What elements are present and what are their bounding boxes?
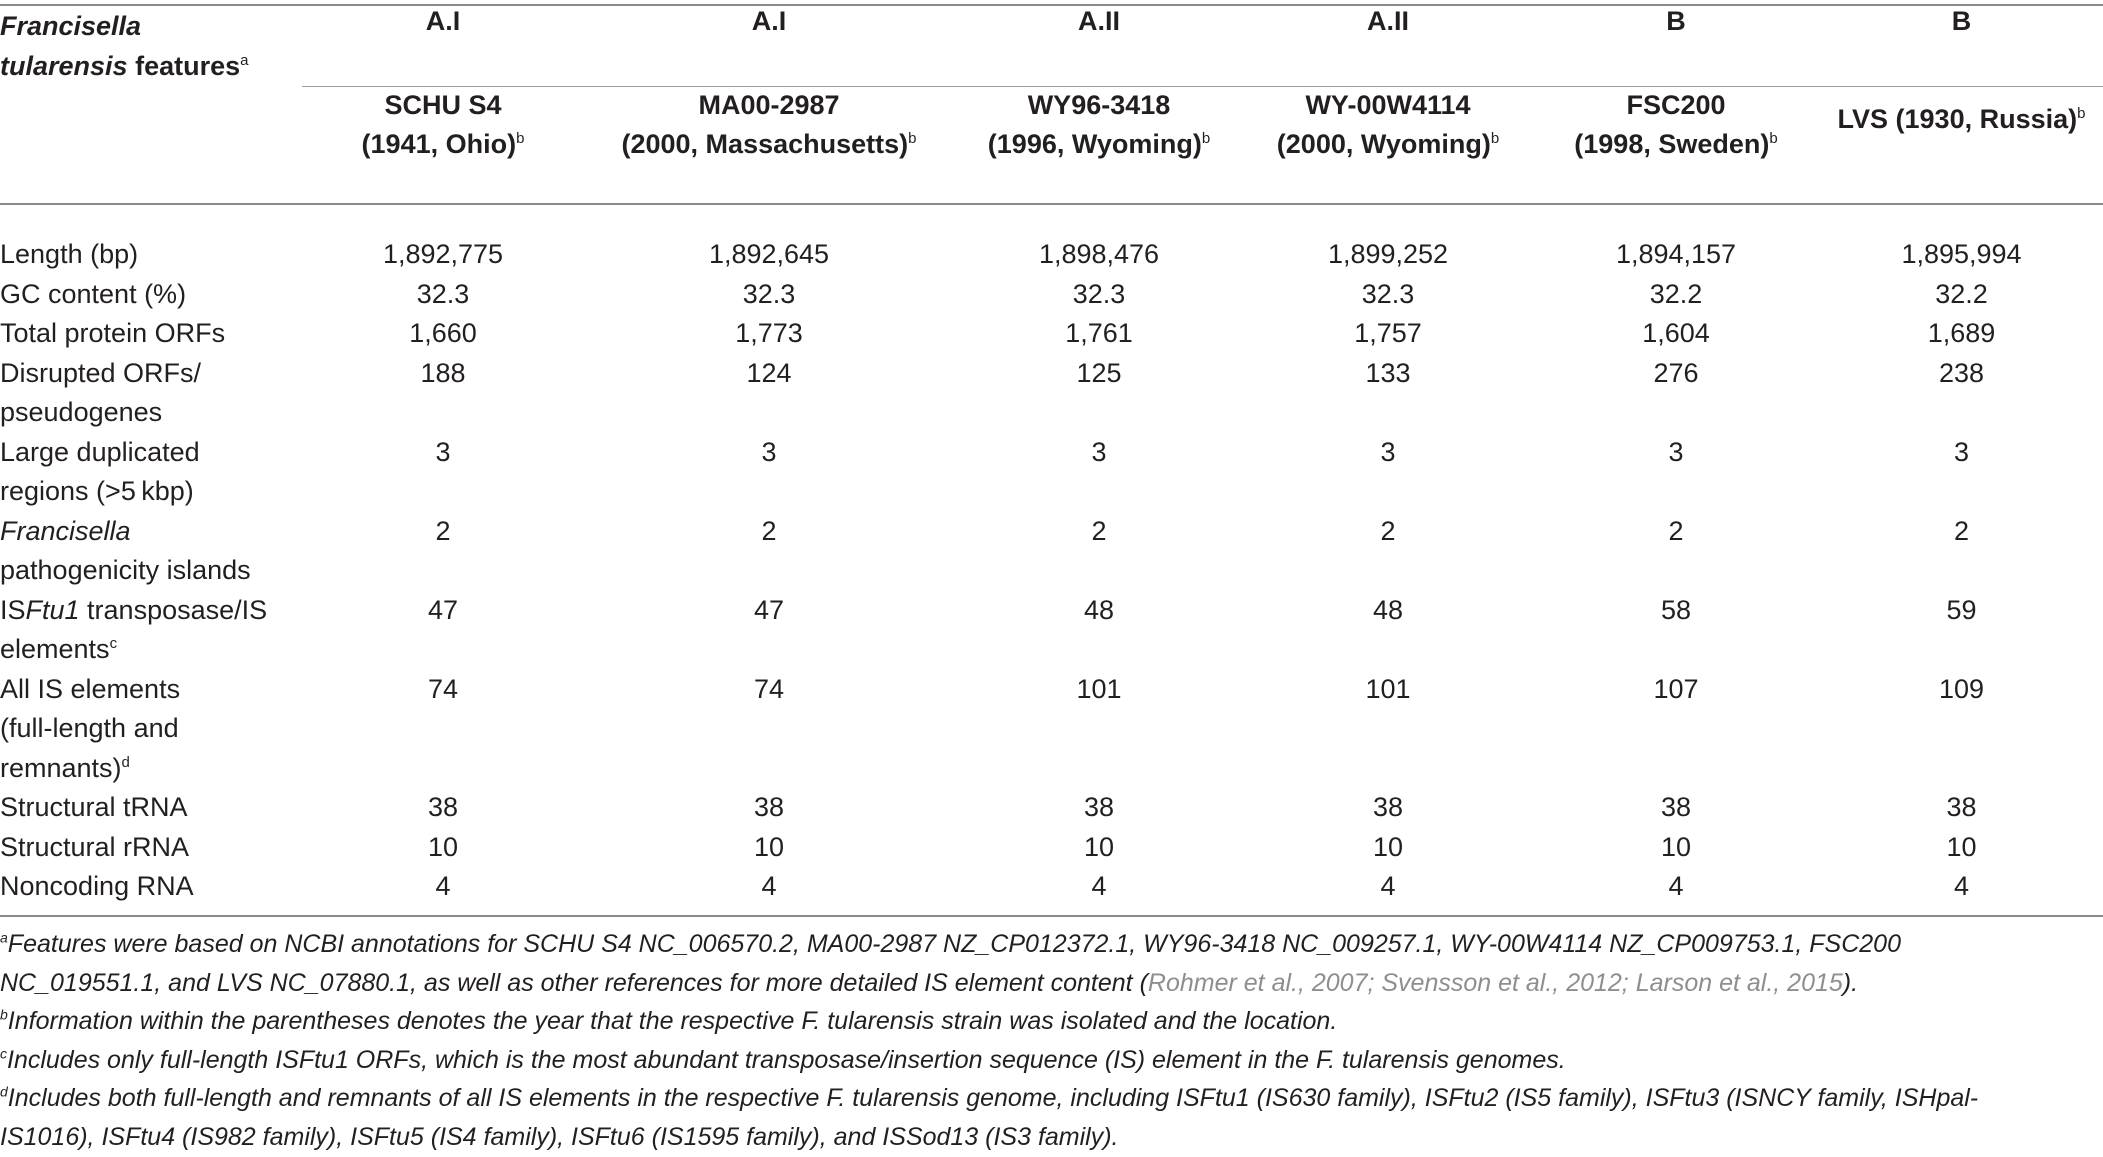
table-cell: 2 [1668, 515, 1684, 546]
strain-header: WY-00W4114 (2000, Wyoming)$^b$ [1276, 90, 1500, 159]
table-cell: 38 [1660, 792, 1692, 822]
table-cell: 1,761 [1065, 318, 1133, 348]
row-label: GC content (%) [0, 278, 187, 309]
table-row [0, 275, 2103, 315]
table-cell: 1,892,775 [382, 239, 504, 269]
feature-column-header: Francisella tularensis features$^a$ [0, 11, 249, 81]
table-cell: 4 [1953, 871, 1970, 901]
clade-header: A.II [1366, 6, 1409, 36]
table-cell: 188 [420, 357, 466, 388]
table-cell: 2 [1091, 515, 1107, 546]
table-cell: 3 [1668, 436, 1684, 467]
table-cell: 10 [427, 831, 459, 862]
table-cell: 32.3 [416, 278, 470, 309]
table-cell: 4 [1380, 871, 1396, 901]
table-cell: 1,757 [1354, 318, 1422, 348]
table-cell: 10 [1083, 831, 1115, 862]
table-cell: 124 [746, 357, 792, 388]
table-cell: 1,660 [409, 318, 477, 348]
table-cell: 4 [435, 871, 451, 901]
table-cell: 1,894,157 [1615, 239, 1737, 269]
table-cell: 47 [753, 594, 785, 625]
citation-links[interactable]: Rohmer et al., 2007; Svensson et al., 2012; Larson et al., 2015 [1147, 968, 1843, 997]
table-cell: 107 [1653, 673, 1699, 704]
table-cell: 3 [761, 436, 777, 467]
table-cell: 3 [1091, 436, 1107, 467]
table-cell: 58 [1660, 594, 1692, 625]
row-label: Structural tRNA [0, 792, 188, 822]
strain-header: MA00-2987 (2000, Massachusetts)$^b$ [621, 90, 917, 159]
table-cell: 74 [427, 673, 459, 704]
strain-header: SCHU S4 (1941, Ohio)$^b$ [361, 90, 525, 159]
table-cell: 1,604 [1642, 318, 1710, 348]
row-label: Disrupted ORFs/ pseudogenes [0, 357, 202, 427]
table-cell: 2 [761, 515, 777, 546]
table-cell: 38 [1946, 792, 1977, 822]
row-label: Total protein ORFs [0, 318, 226, 348]
table-cell: 48 [1372, 594, 1404, 625]
table-cell: 125 [1076, 357, 1122, 388]
table-cell: 4 [761, 871, 777, 901]
table-cell: 32.3 [1072, 278, 1126, 309]
table-cell: 32.3 [1361, 278, 1415, 309]
footer-rule [0, 915, 2103, 917]
table-cell: 38 [753, 792, 785, 822]
table-cell: 109 [1938, 673, 1985, 704]
table-cell: 38 [1372, 792, 1404, 822]
table-cell: 10 [753, 831, 785, 862]
row-label: Length (bp) [0, 239, 139, 269]
table-cell: 2 [1953, 515, 1970, 546]
table-cell: 4 [1668, 871, 1684, 901]
table-cell: 74 [753, 673, 785, 704]
table-cell: 59 [1946, 594, 1977, 625]
table-cell: 101 [1365, 673, 1411, 704]
table-cell: 1,689 [1927, 318, 1996, 348]
table-cell: 2 [435, 515, 451, 546]
clade-header: B [1666, 6, 1686, 36]
row-label: Francisella pathogenicity islands [0, 515, 251, 585]
row-label: Noncoding RNA [0, 871, 194, 901]
table-cell: 3 [435, 436, 451, 467]
strain-header: FSC200 (1998, Sweden)$^b$ [1574, 90, 1778, 159]
table-row [0, 314, 2103, 354]
table-cell: 1,892,645 [708, 239, 830, 269]
header-row-strains [0, 86, 2103, 217]
row-label: All IS elements (full-length and remnants)$^d$ [0, 673, 181, 783]
table-cell: 10 [1946, 831, 1977, 862]
features-table [0, 6, 2103, 907]
table-cell: 38 [1083, 792, 1115, 822]
footnote-a: $^a$Features were based on NCBI annotations for SCHU S4 NC_006570.2, MA00-2987 NZ_CP012372.1, WY96-3418 NC_009257.1, WY-00W4114 NZ_CP009753.1, FSC200 NC_019551.1, and LVS NC_07880.1, as well as other references for more detailed IS element content (Rohmer et al., 2007; Svensson et al., 2012; Larson et al., 2015). [0, 929, 1901, 997]
table-cell: 4 [1091, 871, 1107, 901]
table-cell: 1,899,252 [1327, 239, 1449, 269]
table-cell: 101 [1076, 673, 1122, 704]
table-cell: 48 [1083, 594, 1115, 625]
table-cell: 10 [1372, 831, 1404, 862]
table-row [0, 828, 2103, 868]
table-cell: 1,773 [735, 318, 803, 348]
clade-header: A.II [1077, 6, 1120, 36]
table-cell: 32.3 [742, 278, 796, 309]
table-row [0, 591, 2103, 670]
table-row [0, 235, 2103, 275]
table-cell: 38 [427, 792, 459, 822]
row-label: Structural rRNA [0, 831, 190, 862]
table-cell: 32.2 [1935, 278, 1988, 309]
footnote-b: $^b$Information within the parentheses denotes the year that the respective F. tularensis strain was isolated and the location. [0, 1006, 1338, 1035]
table-footnotes [0, 925, 2090, 1156]
table-cell: 1,898,476 [1038, 239, 1160, 269]
table-row [0, 670, 2103, 789]
clade-header: A.I [425, 6, 461, 36]
table-cell: 2 [1380, 515, 1396, 546]
clade-header: B [1951, 6, 1972, 36]
table-row [0, 788, 2103, 828]
clade-header: A.I [751, 6, 787, 36]
strain-header: WY96-3418 (1996, Wyoming)$^b$ [987, 90, 1211, 159]
footnote-d: $^d$Includes both full-length and remnants of all IS elements in the respective F. tularensis genome, including ISFtu1 (IS630 family), ISFtu2 (IS5 family), ISFtu3 (ISNCY family, ISHpal- IS1016), ISFtu4 (IS982 family), ISFtu5 (IS4 family), ISFtu6 (IS1595 family), and ISSod13 (IS3 family). [0, 1083, 1979, 1151]
strain-header: LVS (1930, Russia)$^b$ [1837, 104, 2086, 134]
row-label: ISFtu1 transposase/IS elements$^c$ [0, 594, 268, 664]
table-row [0, 433, 2103, 512]
table-cell: 276 [1653, 357, 1699, 388]
table-cell: 238 [1938, 357, 1985, 388]
table-row [0, 867, 2103, 907]
table-row [0, 512, 2103, 591]
table-cell: 3 [1953, 436, 1970, 467]
row-label: Large duplicated regions (>5 kbp) [0, 436, 200, 506]
table-cell: 10 [1660, 831, 1692, 862]
table-cell: 3 [1380, 436, 1396, 467]
table-row [0, 354, 2103, 433]
table-cell: 133 [1365, 357, 1411, 388]
header-row-clades [0, 6, 2103, 86]
table-cell: 47 [427, 594, 459, 625]
table-cell: 32.2 [1649, 278, 1703, 309]
footnote-c: $^c$Includes only full-length ISFtu1 ORFs, which is the most abundant transposase/insertion sequence (IS) element in the F. tularensis genomes. [0, 1045, 1566, 1074]
table-cell: 1,895,994 [1901, 239, 2022, 269]
